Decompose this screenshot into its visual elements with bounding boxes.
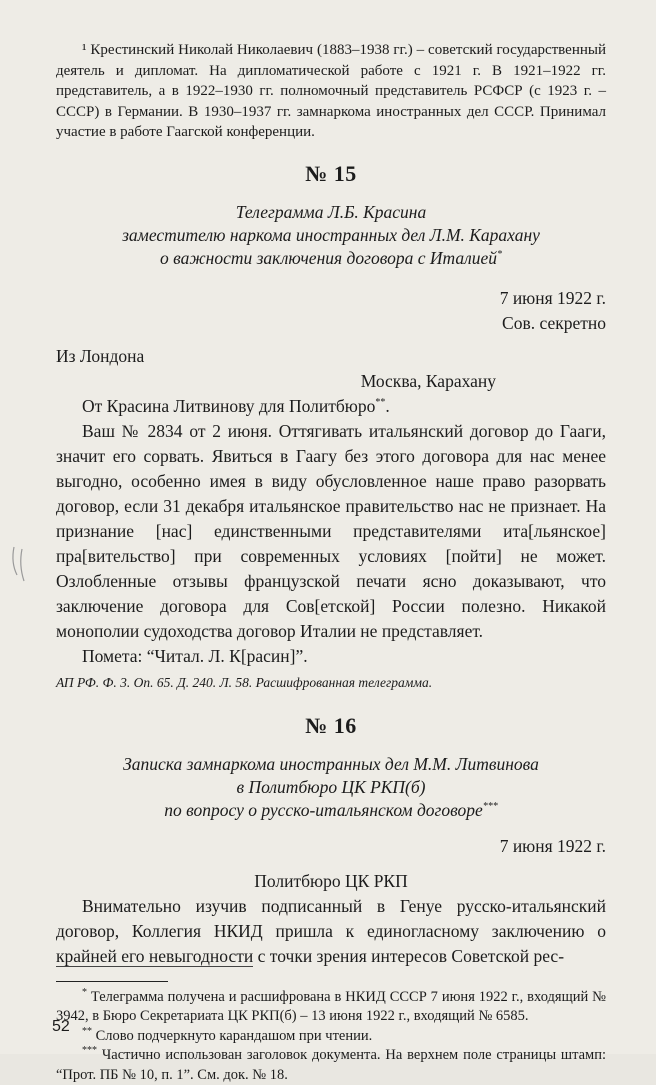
doc15-title	[56, 201, 606, 270]
doc15-sender: От Красина Литвинову для Политбюро**.	[82, 395, 390, 416]
doc15-archive: АП РФ. Ф. 3. Оп. 65. Д. 240. Л. 58. Расшифрованная телеграмма.	[56, 674, 433, 690]
doc15-to: Москва, Карахану	[360, 370, 496, 391]
doc15-title-mark: *	[496, 248, 502, 260]
pencil-underline: крайней его невыгодности	[56, 945, 254, 966]
doc16-text: Внимательно изучив подписанный в Генуе русско-итальянский договор, Коллегия НКИД пришла к единогласному заключению о крайней его невыгодности с точки зрения интересов Советской рес-	[56, 895, 606, 966]
doc15-title-line-1: Телеграмма Л.Б. Красина	[235, 201, 427, 222]
doc16-title-mark: ***	[482, 800, 498, 812]
doc15-classification: Сов. секретно	[502, 312, 606, 333]
doc15-sender-mark: **	[375, 396, 386, 408]
doc16-title	[56, 753, 606, 822]
pencil-mark-icon	[8, 545, 30, 585]
page-number: 52	[52, 1018, 70, 1035]
doc15-title-line-3: о важности заключения договора с Италией*	[160, 247, 502, 268]
doc15-date: 7 июня 1922 г.	[499, 287, 606, 308]
footnote-2: ** Слово подчеркнуто карандашом при чтении.	[82, 1025, 373, 1044]
top-footnote: ¹ Крестинский Николай Николаевич (1883–1938 гг.) – советский государственный деятель и дипломат. На дипломатической работе с 1921 г. В 1921–1922 гг. представитель, а в 1922–1930 гг. полномочный представитель РСФСР (с 1923 г. – СССР) в Германии. В 1930–1937 гг. замнаркома иностранных дел СССР. Принимал участие в работе Гаагской конференции.	[56, 42, 606, 140]
doc15-note: Помета: “Читал. Л. К[расин]”.	[82, 645, 308, 666]
doc16-title-line-2: в Политбюро ЦК РКП(б)	[236, 776, 426, 797]
doc16-number: № 16	[305, 712, 357, 738]
doc15-number: № 15	[305, 160, 357, 186]
footnote-3: *** Частично использован заголовок документа. На верхнем поле страницы штамп: “Прот. ПБ № 10, п. 1”. См. док. № 18.	[56, 1045, 607, 1083]
footnote-separator	[56, 981, 168, 982]
footnote-1: * Телеграмма получена и расшифрована в НКИД СССР 7 июня 1922 г., входящий № 3942, в Бюро Секретариата ЦК РКП(б) – 13 июня 1922 г., входящий № 6585.	[56, 986, 607, 1024]
doc16-date: 7 июня 1922 г.	[499, 835, 606, 856]
doc15-text: Ваш № 2834 от 2 июня. Оттягивать итальянский договор до Гааги, значит его сорвать. Явиться в Гаагу без этого договора для нас менее выгодно, особенно имея в виду обусловленное наше право разорвать договор, если 31 декабря итальянское правительство нас не признает. На признание [нас] единственными представителями ита[льянское] пра[вительство] при современных условиях [пойти] не может. Озлобленные отзывы французской печати ясно доказывают, что заключение договора для Сов[етской] России полезно. Никакой монополии судоходства договор Италии не представляет.	[56, 420, 606, 641]
doc15-from: Из Лондона	[56, 345, 145, 366]
doc16-title-line-1: Записка замнаркома иностранных дел М.М. Литвинова	[123, 753, 539, 774]
doc16-title-line-3: по вопросу о русско-итальянском договоре***	[164, 799, 498, 820]
doc16-to: Политбюро ЦК РКП	[254, 870, 408, 891]
doc15-title-line-2: заместителю наркома иностранных дел Л.М. Карахану	[122, 224, 540, 245]
